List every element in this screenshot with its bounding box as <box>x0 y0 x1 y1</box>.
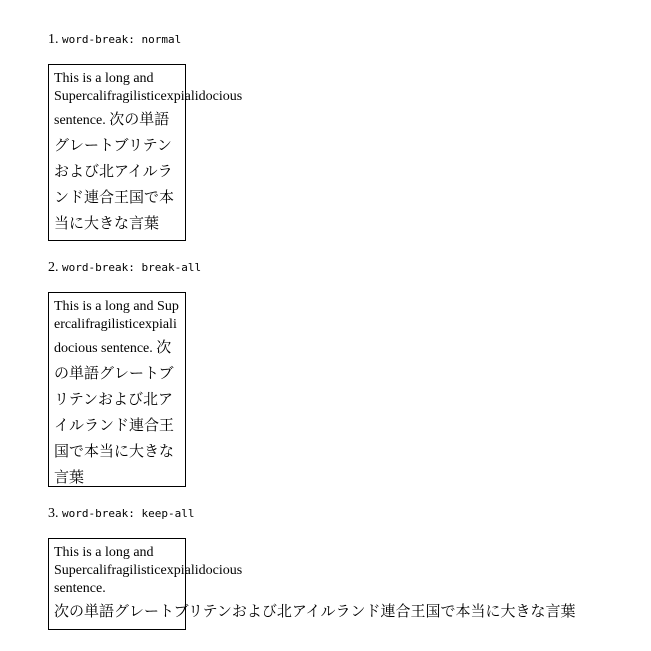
section-number: 1. <box>48 32 59 47</box>
section-number: 3. <box>48 506 59 521</box>
english-text: This is a long and Supercalifragilisticexpialidocious sentence. <box>54 299 179 356</box>
heading-word-break-normal <box>48 32 181 48</box>
demo-box-break-all <box>48 292 186 487</box>
demo-box-normal <box>48 64 243 241</box>
section-number: 2. <box>48 260 59 275</box>
japanese-text: 次の単語グレートブリテンおよび北アイルランド連合王国で本当に大きな言葉 <box>54 110 175 232</box>
demo-box-keep-all <box>48 538 576 630</box>
english-text: This is a long and Supercalifragilisticexpialidocious sentence. <box>54 545 243 596</box>
japanese-text: 次の単語グレートブリテンおよび北アイルランド連合王国で本当に大きな言葉 <box>54 602 576 620</box>
heading-word-break-keep-all <box>48 506 194 522</box>
heading-word-break-break-all <box>48 260 201 276</box>
code-label: word-break: break-all <box>62 261 202 274</box>
japanese-text: 次の単語グレートブリテンおよび北アイルランド連合王国で本当に大きな言葉 <box>54 338 175 486</box>
english-text: This is a long and Supercalifragilisticexpialidocious sentence. <box>54 71 243 128</box>
code-label: word-break: normal <box>62 33 182 46</box>
code-label: word-break: keep-all <box>62 507 195 520</box>
